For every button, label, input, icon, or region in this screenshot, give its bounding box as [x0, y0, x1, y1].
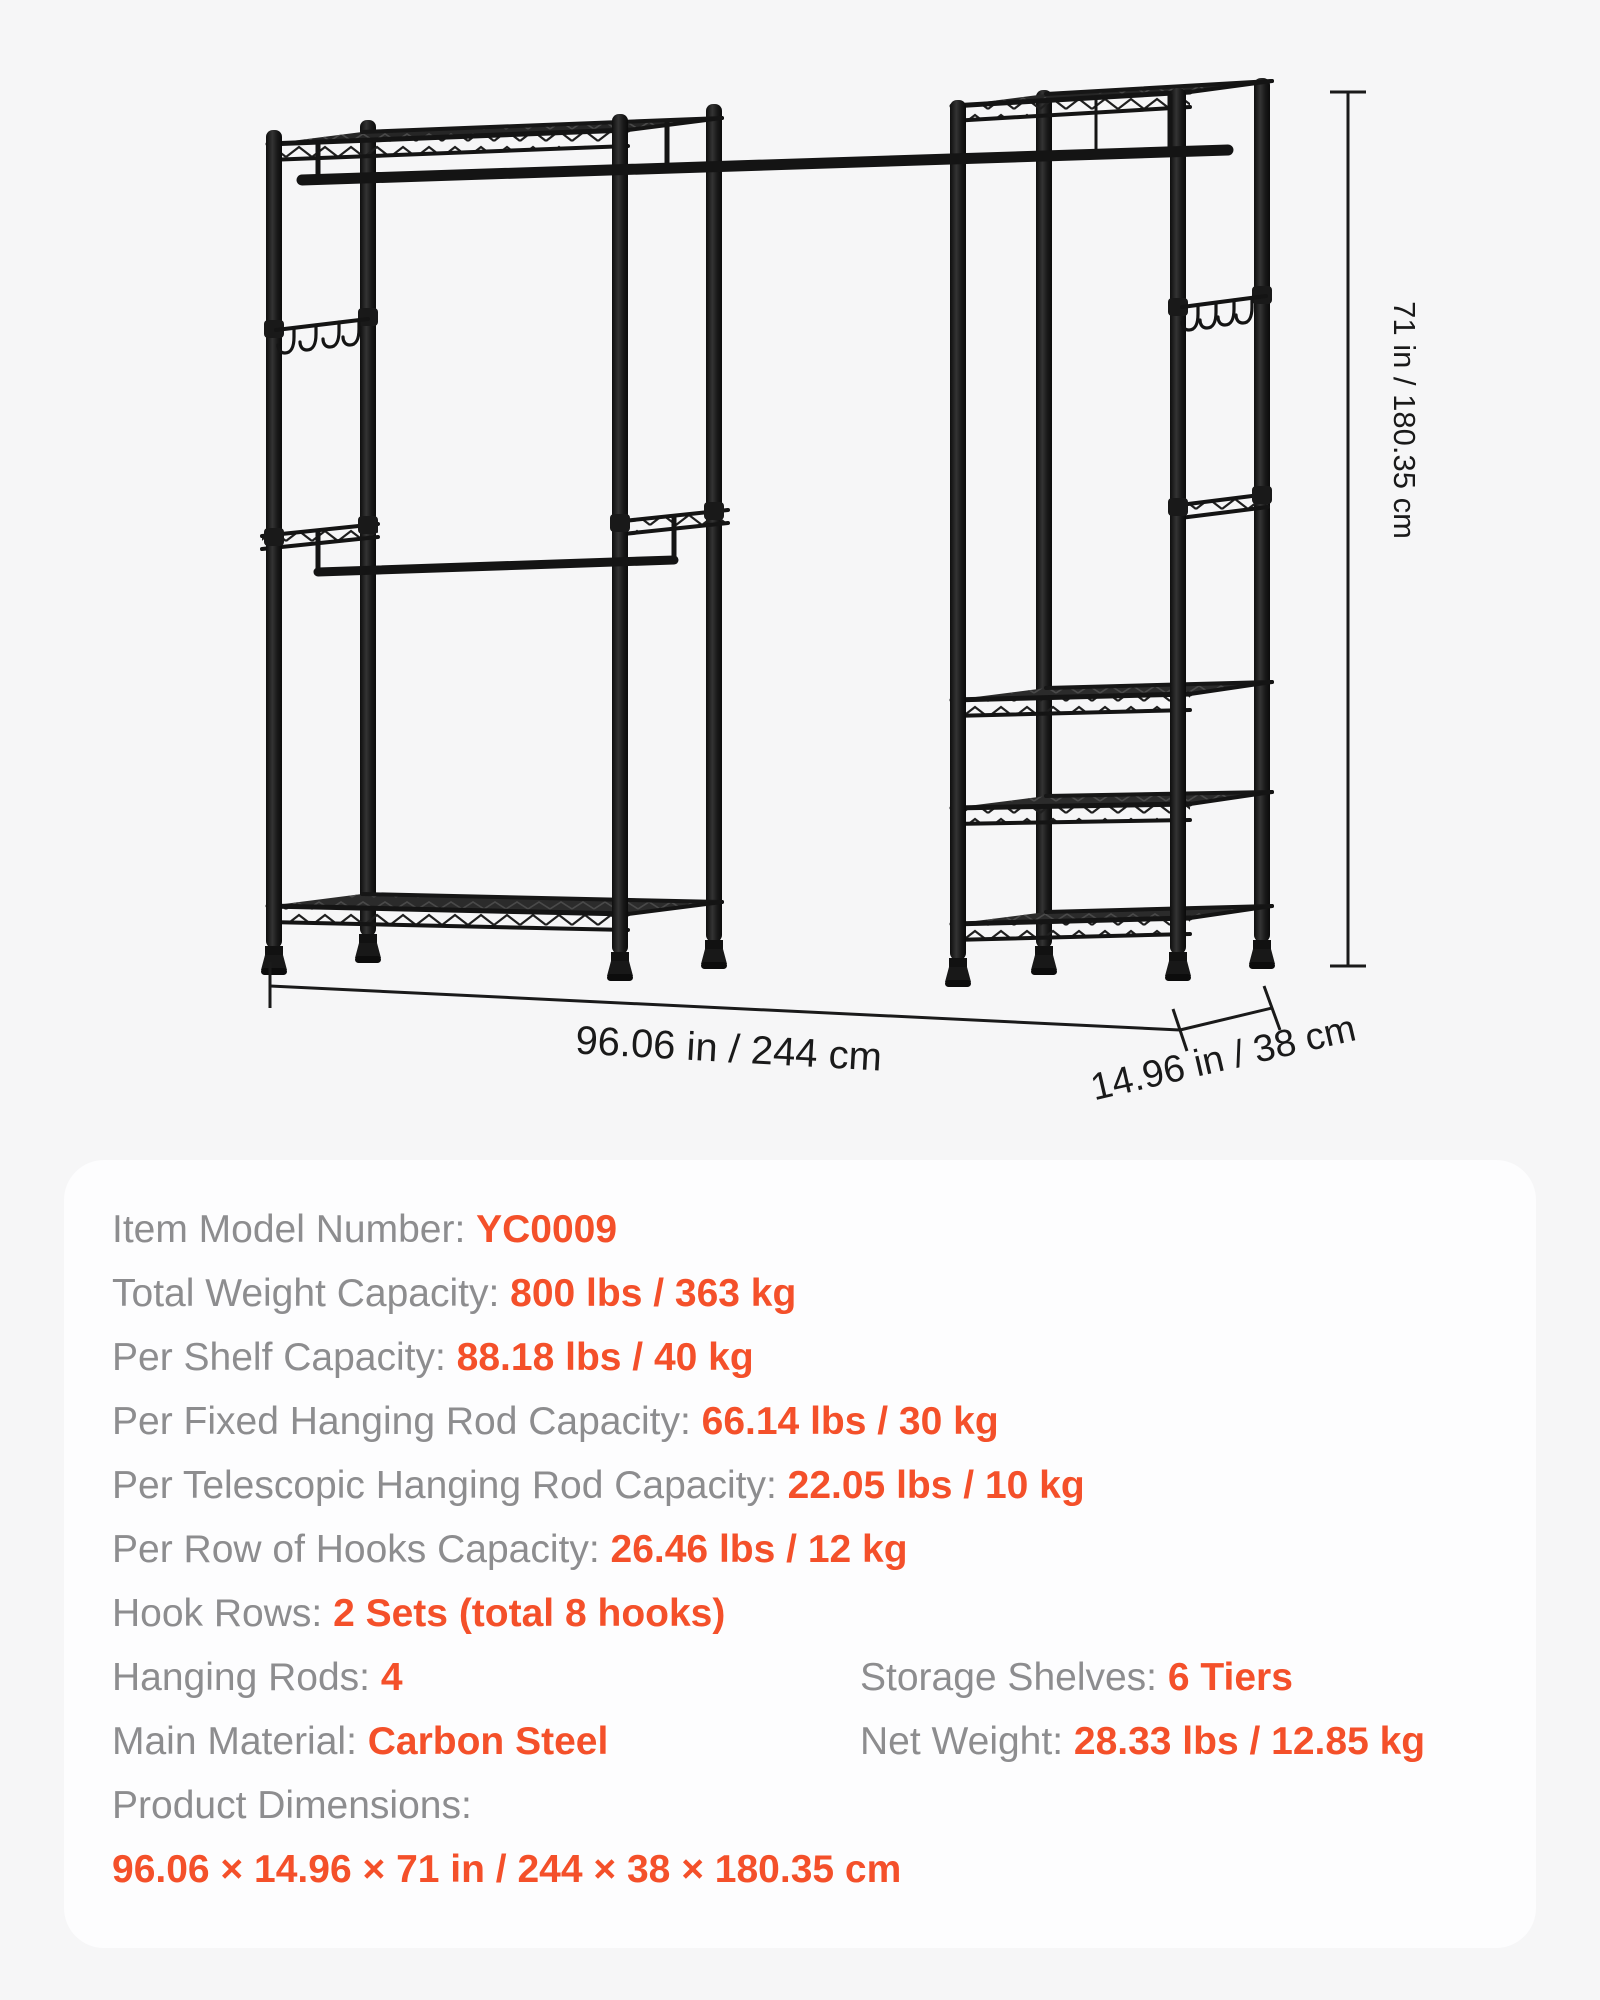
rack-shelves: [262, 81, 1272, 940]
spec-label: Per Fixed Hanging Rod Capacity:: [112, 1400, 702, 1443]
spec-value: 4: [380, 1656, 403, 1699]
spec-value: 22.05 lbs / 10 kg: [787, 1464, 1085, 1507]
spec-value: 88.18 lbs / 40 kg: [456, 1336, 754, 1379]
spec-row-dimensions-label: [112, 1774, 1536, 1838]
spec-row-total-weight: [112, 1262, 1536, 1326]
spec-label: Product Dimensions:: [112, 1784, 472, 1827]
spec-row-hooks-capacity: [112, 1518, 1536, 1582]
spec-label: Per Shelf Capacity:: [112, 1336, 457, 1379]
spec-label: Storage Shelves:: [860, 1656, 1168, 1699]
spec-row-material-weight: [112, 1710, 1536, 1774]
spec-row-dimensions-value: [112, 1838, 1536, 1902]
spec-value: 28.33 lbs / 12.85 kg: [1073, 1720, 1426, 1763]
rack-feet: [261, 934, 1275, 987]
spec-row-fixed-rod-capacity: [112, 1390, 1536, 1454]
spec-value: 96.06 × 14.96 × 71 in / 244 × 38 × 180.35 cm: [112, 1848, 902, 1891]
spec-value: 26.46 lbs / 12 kg: [610, 1528, 908, 1571]
spec-label: Hanging Rods:: [112, 1656, 381, 1699]
spec-label: Per Row of Hooks Capacity:: [112, 1528, 611, 1571]
depth-dimension-line: [1180, 986, 1280, 1030]
spec-label: Item Model Number:: [112, 1208, 477, 1251]
spec-row-model: [112, 1198, 1536, 1262]
hanging-rods: [302, 94, 1228, 572]
spec-value: 800 lbs / 363 kg: [510, 1272, 797, 1315]
spec-value: 6 Tiers: [1167, 1656, 1293, 1699]
hook-rows: [276, 296, 1266, 353]
post-collars: [264, 286, 1272, 546]
spec-panel: [64, 1160, 1536, 1948]
spec-value: 2 Sets (total 8 hooks): [333, 1592, 726, 1635]
spec-value: YC0009: [476, 1208, 618, 1251]
width-dimension-label: 96.06 in / 244 cm: [574, 1018, 884, 1080]
spec-row-telescopic-rod-capacity: [112, 1454, 1536, 1518]
spec-label: Net Weight:: [860, 1720, 1074, 1763]
spec-value: Carbon Steel: [367, 1720, 609, 1763]
depth-dimension-label: 14.96 in / 38 cm: [1086, 1007, 1360, 1110]
spec-row-shelf-capacity: [112, 1326, 1536, 1390]
spec-label: Total Weight Capacity:: [112, 1272, 511, 1315]
spec-label: Per Telescopic Hanging Rod Capacity:: [112, 1464, 788, 1507]
spec-label: Hook Rows:: [112, 1592, 334, 1635]
spec-value: 66.14 lbs / 30 kg: [701, 1400, 999, 1443]
spec-row-hook-rows: [112, 1582, 1536, 1646]
height-dimension-line: [1330, 92, 1366, 966]
spec-row-rods-shelves: [112, 1646, 1536, 1710]
height-dimension-label: 71 in / 180.35 cm: [1387, 301, 1422, 539]
spec-label: Main Material:: [112, 1720, 368, 1763]
